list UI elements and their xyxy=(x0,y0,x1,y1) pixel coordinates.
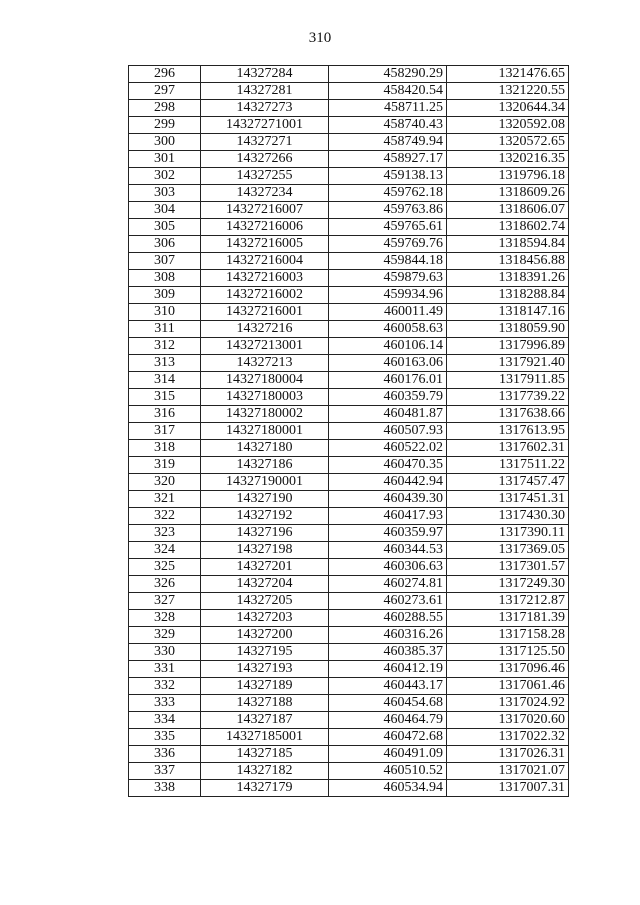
y-coordinate-cell: 1317007.31 xyxy=(447,780,569,797)
table-row xyxy=(129,491,569,508)
x-coordinate-cell: 459763.86 xyxy=(329,202,447,219)
x-coordinate-cell: 460522.02 xyxy=(329,440,447,457)
x-coordinate-cell: 460470.35 xyxy=(329,457,447,474)
point-id-cell: 14327190001 xyxy=(201,474,329,491)
point-number-cell: 336 xyxy=(129,746,201,763)
table-row xyxy=(129,168,569,185)
point-id-cell: 14327216007 xyxy=(201,202,329,219)
x-coordinate-cell: 460481.87 xyxy=(329,406,447,423)
y-coordinate-cell: 1318456.88 xyxy=(447,253,569,270)
y-coordinate-cell: 1317911.85 xyxy=(447,372,569,389)
table-row xyxy=(129,372,569,389)
x-coordinate-cell: 460163.06 xyxy=(329,355,447,372)
point-number-cell: 321 xyxy=(129,491,201,508)
table-row xyxy=(129,117,569,134)
y-coordinate-cell: 1317158.28 xyxy=(447,627,569,644)
point-number-cell: 314 xyxy=(129,372,201,389)
table-row xyxy=(129,406,569,423)
point-number-cell: 306 xyxy=(129,236,201,253)
x-coordinate-cell: 460385.37 xyxy=(329,644,447,661)
y-coordinate-cell: 1320572.65 xyxy=(447,134,569,151)
table-row xyxy=(129,525,569,542)
point-id-cell: 14327188 xyxy=(201,695,329,712)
table-row xyxy=(129,644,569,661)
x-coordinate-cell: 458927.17 xyxy=(329,151,447,168)
table-row xyxy=(129,338,569,355)
x-coordinate-cell: 460316.26 xyxy=(329,627,447,644)
point-id-cell: 14327216001 xyxy=(201,304,329,321)
y-coordinate-cell: 1318602.74 xyxy=(447,219,569,236)
x-coordinate-cell: 458740.43 xyxy=(329,117,447,134)
point-id-cell: 14327216005 xyxy=(201,236,329,253)
x-coordinate-cell: 458711.25 xyxy=(329,100,447,117)
table-row xyxy=(129,304,569,321)
x-coordinate-cell: 459762.18 xyxy=(329,185,447,202)
x-coordinate-cell: 460106.14 xyxy=(329,338,447,355)
point-id-cell: 14327213001 xyxy=(201,338,329,355)
x-coordinate-cell: 460454.68 xyxy=(329,695,447,712)
point-number-cell: 323 xyxy=(129,525,201,542)
y-coordinate-cell: 1318059.90 xyxy=(447,321,569,338)
y-coordinate-cell: 1317369.05 xyxy=(447,542,569,559)
y-coordinate-cell: 1317921.40 xyxy=(447,355,569,372)
table-row xyxy=(129,355,569,372)
point-number-cell: 328 xyxy=(129,610,201,627)
point-number-cell: 312 xyxy=(129,338,201,355)
point-id-cell: 14327255 xyxy=(201,168,329,185)
point-id-cell: 14327266 xyxy=(201,151,329,168)
table-row xyxy=(129,134,569,151)
y-coordinate-cell: 1318609.26 xyxy=(447,185,569,202)
y-coordinate-cell: 1317602.31 xyxy=(447,440,569,457)
y-coordinate-cell: 1317026.31 xyxy=(447,746,569,763)
point-number-cell: 302 xyxy=(129,168,201,185)
x-coordinate-cell: 459765.61 xyxy=(329,219,447,236)
x-coordinate-cell: 460058.63 xyxy=(329,321,447,338)
point-id-cell: 14327200 xyxy=(201,627,329,644)
point-id-cell: 14327180002 xyxy=(201,406,329,423)
point-number-cell: 330 xyxy=(129,644,201,661)
point-number-cell: 316 xyxy=(129,406,201,423)
x-coordinate-cell: 458420.54 xyxy=(329,83,447,100)
point-id-cell: 14327281 xyxy=(201,83,329,100)
point-id-cell: 14327192 xyxy=(201,508,329,525)
y-coordinate-cell: 1318147.16 xyxy=(447,304,569,321)
point-number-cell: 325 xyxy=(129,559,201,576)
coordinates-table-container xyxy=(128,65,569,797)
point-number-cell: 313 xyxy=(129,355,201,372)
point-number-cell: 305 xyxy=(129,219,201,236)
table-row xyxy=(129,321,569,338)
point-id-cell: 14327180 xyxy=(201,440,329,457)
y-coordinate-cell: 1317451.31 xyxy=(447,491,569,508)
point-number-cell: 299 xyxy=(129,117,201,134)
table-row xyxy=(129,389,569,406)
point-number-cell: 297 xyxy=(129,83,201,100)
y-coordinate-cell: 1317181.39 xyxy=(447,610,569,627)
table-row xyxy=(129,729,569,746)
table-row xyxy=(129,474,569,491)
table-row xyxy=(129,440,569,457)
y-coordinate-cell: 1317996.89 xyxy=(447,338,569,355)
x-coordinate-cell: 460443.17 xyxy=(329,678,447,695)
y-coordinate-cell: 1318391.26 xyxy=(447,270,569,287)
y-coordinate-cell: 1317613.95 xyxy=(447,423,569,440)
point-id-cell: 14327271001 xyxy=(201,117,329,134)
table-row xyxy=(129,219,569,236)
y-coordinate-cell: 1317096.46 xyxy=(447,661,569,678)
table-row xyxy=(129,151,569,168)
point-number-cell: 318 xyxy=(129,440,201,457)
x-coordinate-cell: 460011.49 xyxy=(329,304,447,321)
y-coordinate-cell: 1317430.30 xyxy=(447,508,569,525)
point-id-cell: 14327234 xyxy=(201,185,329,202)
point-id-cell: 14327180003 xyxy=(201,389,329,406)
table-row xyxy=(129,746,569,763)
y-coordinate-cell: 1317212.87 xyxy=(447,593,569,610)
point-id-cell: 14327216003 xyxy=(201,270,329,287)
point-number-cell: 298 xyxy=(129,100,201,117)
y-coordinate-cell: 1317457.47 xyxy=(447,474,569,491)
point-id-cell: 14327185001 xyxy=(201,729,329,746)
x-coordinate-cell: 460507.93 xyxy=(329,423,447,440)
table-row xyxy=(129,763,569,780)
y-coordinate-cell: 1318288.84 xyxy=(447,287,569,304)
point-id-cell: 14327190 xyxy=(201,491,329,508)
point-id-cell: 14327180004 xyxy=(201,372,329,389)
point-id-cell: 14327182 xyxy=(201,763,329,780)
x-coordinate-cell: 460359.79 xyxy=(329,389,447,406)
point-number-cell: 309 xyxy=(129,287,201,304)
point-number-cell: 301 xyxy=(129,151,201,168)
point-id-cell: 14327196 xyxy=(201,525,329,542)
y-coordinate-cell: 1320644.34 xyxy=(447,100,569,117)
x-coordinate-cell: 460274.81 xyxy=(329,576,447,593)
point-number-cell: 315 xyxy=(129,389,201,406)
y-coordinate-cell: 1318594.84 xyxy=(447,236,569,253)
point-id-cell: 14327216002 xyxy=(201,287,329,304)
coordinates-table xyxy=(128,65,569,797)
table-row xyxy=(129,100,569,117)
point-id-cell: 14327185 xyxy=(201,746,329,763)
table-row xyxy=(129,559,569,576)
y-coordinate-cell: 1321220.55 xyxy=(447,83,569,100)
y-coordinate-cell: 1317739.22 xyxy=(447,389,569,406)
x-coordinate-cell: 460442.94 xyxy=(329,474,447,491)
y-coordinate-cell: 1320216.35 xyxy=(447,151,569,168)
table-row xyxy=(129,508,569,525)
point-id-cell: 14327216004 xyxy=(201,253,329,270)
point-number-cell: 304 xyxy=(129,202,201,219)
table-row xyxy=(129,253,569,270)
table-row xyxy=(129,678,569,695)
point-number-cell: 303 xyxy=(129,185,201,202)
point-id-cell: 14327271 xyxy=(201,134,329,151)
y-coordinate-cell: 1317301.57 xyxy=(447,559,569,576)
point-number-cell: 311 xyxy=(129,321,201,338)
x-coordinate-cell: 459844.18 xyxy=(329,253,447,270)
y-coordinate-cell: 1317024.92 xyxy=(447,695,569,712)
point-id-cell: 14327198 xyxy=(201,542,329,559)
y-coordinate-cell: 1317020.60 xyxy=(447,712,569,729)
point-id-cell: 14327273 xyxy=(201,100,329,117)
table-row xyxy=(129,83,569,100)
point-id-cell: 14327201 xyxy=(201,559,329,576)
point-number-cell: 329 xyxy=(129,627,201,644)
point-number-cell: 331 xyxy=(129,661,201,678)
y-coordinate-cell: 1317249.30 xyxy=(447,576,569,593)
table-row xyxy=(129,780,569,797)
point-number-cell: 307 xyxy=(129,253,201,270)
point-id-cell: 14327195 xyxy=(201,644,329,661)
x-coordinate-cell: 458290.29 xyxy=(329,66,447,83)
x-coordinate-cell: 460176.01 xyxy=(329,372,447,389)
x-coordinate-cell: 460417.93 xyxy=(329,508,447,525)
point-number-cell: 300 xyxy=(129,134,201,151)
point-number-cell: 322 xyxy=(129,508,201,525)
table-row xyxy=(129,712,569,729)
table-row xyxy=(129,457,569,474)
point-number-cell: 320 xyxy=(129,474,201,491)
table-row xyxy=(129,287,569,304)
y-coordinate-cell: 1320592.08 xyxy=(447,117,569,134)
table-row xyxy=(129,661,569,678)
point-number-cell: 332 xyxy=(129,678,201,695)
x-coordinate-cell: 459934.96 xyxy=(329,287,447,304)
x-coordinate-cell: 460359.97 xyxy=(329,525,447,542)
point-number-cell: 310 xyxy=(129,304,201,321)
y-coordinate-cell: 1317022.32 xyxy=(447,729,569,746)
table-row xyxy=(129,542,569,559)
y-coordinate-cell: 1317638.66 xyxy=(447,406,569,423)
point-id-cell: 14327216 xyxy=(201,321,329,338)
point-number-cell: 327 xyxy=(129,593,201,610)
point-id-cell: 14327216006 xyxy=(201,219,329,236)
x-coordinate-cell: 460534.94 xyxy=(329,780,447,797)
table-row xyxy=(129,202,569,219)
x-coordinate-cell: 458749.94 xyxy=(329,134,447,151)
point-id-cell: 14327186 xyxy=(201,457,329,474)
table-row xyxy=(129,610,569,627)
point-number-cell: 337 xyxy=(129,763,201,780)
y-coordinate-cell: 1317511.22 xyxy=(447,457,569,474)
y-coordinate-cell: 1318606.07 xyxy=(447,202,569,219)
point-id-cell: 14327179 xyxy=(201,780,329,797)
point-id-cell: 14327204 xyxy=(201,576,329,593)
y-coordinate-cell: 1317125.50 xyxy=(447,644,569,661)
point-number-cell: 333 xyxy=(129,695,201,712)
page-number: 310 xyxy=(308,30,332,46)
point-number-cell: 317 xyxy=(129,423,201,440)
table-row xyxy=(129,423,569,440)
x-coordinate-cell: 460273.61 xyxy=(329,593,447,610)
point-id-cell: 14327284 xyxy=(201,66,329,83)
x-coordinate-cell: 460464.79 xyxy=(329,712,447,729)
x-coordinate-cell: 459879.63 xyxy=(329,270,447,287)
x-coordinate-cell: 460491.09 xyxy=(329,746,447,763)
y-coordinate-cell: 1317021.07 xyxy=(447,763,569,780)
x-coordinate-cell: 460344.53 xyxy=(329,542,447,559)
table-row xyxy=(129,66,569,83)
table-row xyxy=(129,236,569,253)
x-coordinate-cell: 459769.76 xyxy=(329,236,447,253)
y-coordinate-cell: 1321476.65 xyxy=(447,66,569,83)
point-number-cell: 308 xyxy=(129,270,201,287)
point-number-cell: 296 xyxy=(129,66,201,83)
point-id-cell: 14327203 xyxy=(201,610,329,627)
y-coordinate-cell: 1317061.46 xyxy=(447,678,569,695)
y-coordinate-cell: 1319796.18 xyxy=(447,168,569,185)
point-number-cell: 324 xyxy=(129,542,201,559)
point-id-cell: 14327189 xyxy=(201,678,329,695)
point-number-cell: 338 xyxy=(129,780,201,797)
table-row xyxy=(129,185,569,202)
table-row xyxy=(129,695,569,712)
point-id-cell: 14327187 xyxy=(201,712,329,729)
x-coordinate-cell: 460288.55 xyxy=(329,610,447,627)
x-coordinate-cell: 460439.30 xyxy=(329,491,447,508)
point-number-cell: 326 xyxy=(129,576,201,593)
table-row xyxy=(129,576,569,593)
point-id-cell: 14327205 xyxy=(201,593,329,610)
x-coordinate-cell: 460412.19 xyxy=(329,661,447,678)
y-coordinate-cell: 1317390.11 xyxy=(447,525,569,542)
x-coordinate-cell: 460306.63 xyxy=(329,559,447,576)
point-id-cell: 14327193 xyxy=(201,661,329,678)
table-row xyxy=(129,627,569,644)
x-coordinate-cell: 460510.52 xyxy=(329,763,447,780)
point-number-cell: 319 xyxy=(129,457,201,474)
point-id-cell: 14327213 xyxy=(201,355,329,372)
point-number-cell: 334 xyxy=(129,712,201,729)
x-coordinate-cell: 460472.68 xyxy=(329,729,447,746)
x-coordinate-cell: 459138.13 xyxy=(329,168,447,185)
point-number-cell: 335 xyxy=(129,729,201,746)
table-body xyxy=(129,66,569,797)
table-row xyxy=(129,593,569,610)
point-id-cell: 14327180001 xyxy=(201,423,329,440)
table-row xyxy=(129,270,569,287)
